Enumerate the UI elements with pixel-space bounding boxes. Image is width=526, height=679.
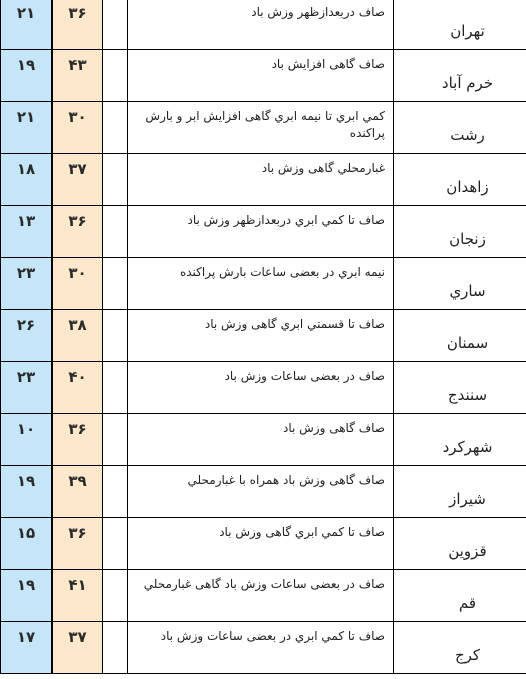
max-temp-cell: ۳۰ [52, 102, 103, 154]
city-name: خرم آباد [394, 50, 526, 102]
min-temp-cell: ۱۹ [1, 466, 53, 518]
spacer-cell [103, 466, 128, 518]
weather-description: صاف تا كمي ابري گاهی وزش باد [128, 518, 394, 570]
table-row [1, 362, 526, 414]
table-row [1, 154, 526, 206]
table-row [1, 414, 526, 466]
table-row [1, 518, 526, 570]
max-temp-cell: ۴۱ [52, 570, 103, 622]
table-row [1, 310, 526, 362]
city-name: شيراز [394, 466, 526, 518]
table-row [1, 622, 526, 674]
min-temp-cell: ۱۷ [1, 622, 53, 674]
spacer-cell [103, 414, 128, 466]
spacer-cell [103, 258, 128, 310]
min-temp-cell: ۱۹ [1, 50, 53, 102]
table-row [1, 102, 526, 154]
spacer-cell [103, 0, 128, 50]
city-name: زنجان [394, 206, 526, 258]
table-row [1, 0, 526, 50]
spacer-cell [103, 102, 128, 154]
city-name: قزوين [394, 518, 526, 570]
city-name: سمنان [394, 310, 526, 362]
max-temp-cell: ۳۸ [52, 310, 103, 362]
spacer-cell [103, 518, 128, 570]
max-temp-cell: ۳۶ [52, 206, 103, 258]
city-name: كرج [394, 622, 526, 674]
weather-description: صاف گاهی وزش باد همراه با غبارمحلي [128, 466, 394, 518]
weather-description: نيمه ابري در بعضی ساعات بارش پراکنده [128, 258, 394, 310]
min-temp-cell: ۱۵ [1, 518, 53, 570]
min-temp-cell: ۲۳ [1, 362, 53, 414]
max-temp-cell: ۳۶ [52, 0, 103, 50]
weather-description: كمي ابري تا نيمه ابري گاهی افزايش ابر و بارش پراکنده [128, 102, 394, 154]
min-temp-cell: ۲۱ [1, 0, 53, 50]
table-row [1, 258, 526, 310]
forecast-table-body [1, 0, 526, 674]
weather-description: صاف دربعدازظهر وزش باد [128, 0, 394, 50]
max-temp-cell: ۳۰ [52, 258, 103, 310]
weather-description: صاف تا كمي ابري دربعدازظهر وزش باد [128, 206, 394, 258]
min-temp-cell: ۱۸ [1, 154, 53, 206]
city-name: رشت [394, 102, 526, 154]
min-temp-cell: ۱۳ [1, 206, 53, 258]
spacer-cell [103, 362, 128, 414]
spacer-cell [103, 622, 128, 674]
max-temp-cell: ۳۷ [52, 154, 103, 206]
weather-description: صاف گاهی افزایش باد [128, 50, 394, 102]
weather-description: صاف در بعضی ساعات وزش باد گاهی غبارمحلي [128, 570, 394, 622]
table-row [1, 466, 526, 518]
min-temp-cell: ۱۹ [1, 570, 53, 622]
max-temp-cell: ۳۶ [52, 518, 103, 570]
weather-description: صاف تا قسمتي ابري گاهی وزش باد [128, 310, 394, 362]
city-name: سنندج [394, 362, 526, 414]
city-name: ساري [394, 258, 526, 310]
spacer-cell [103, 154, 128, 206]
city-name: تهران [394, 0, 526, 50]
max-temp-cell: ۳۶ [52, 414, 103, 466]
spacer-cell [103, 310, 128, 362]
max-temp-cell: ۳۹ [52, 466, 103, 518]
spacer-cell [103, 570, 128, 622]
weather-description: صاف در بعضی ساعات وزش باد [128, 362, 394, 414]
max-temp-cell: ۴۰ [52, 362, 103, 414]
max-temp-cell: ۴۳ [52, 50, 103, 102]
min-temp-cell: ۲۱ [1, 102, 53, 154]
min-temp-cell: ۲۶ [1, 310, 53, 362]
city-name: شهركرد [394, 414, 526, 466]
weather-description: غبارمحلي گاهی وزش باد [128, 154, 394, 206]
city-name: زاهدان [394, 154, 526, 206]
min-temp-cell: ۱۰ [1, 414, 53, 466]
spacer-cell [103, 206, 128, 258]
weather-description: صاف تا كمي ابري در بعضی ساعات وزش باد [128, 622, 394, 674]
table-row [1, 206, 526, 258]
spacer-cell [103, 50, 128, 102]
table-row [1, 50, 526, 102]
weather-description: صاف گاهی وزش باد [128, 414, 394, 466]
min-temp-cell: ۲۳ [1, 258, 53, 310]
table-row [1, 570, 526, 622]
max-temp-cell: ۳۷ [52, 622, 103, 674]
city-name: قم [394, 570, 526, 622]
